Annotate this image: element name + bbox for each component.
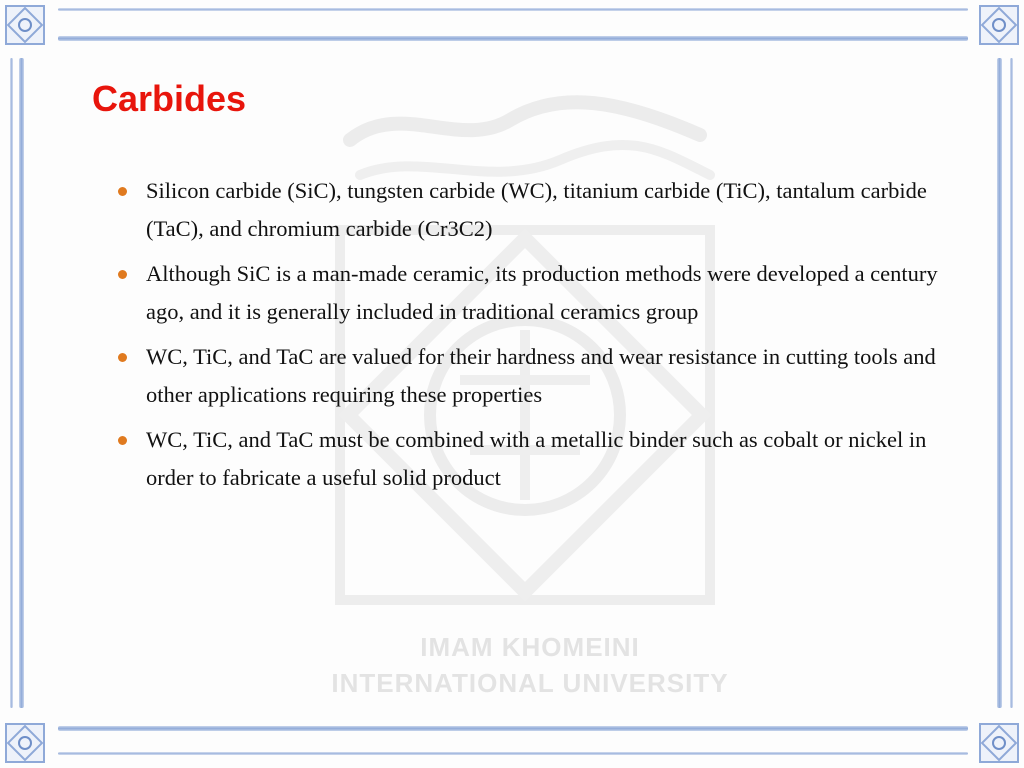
bullet-item	[118, 255, 938, 330]
bullet-text: WC, TiC, and TaC must be combined with a metallic binder such as cobalt or nickel in order to fabricate a useful solid product	[146, 427, 927, 490]
frame-right-bar-thin	[1010, 58, 1013, 708]
frame-right-bar-thick	[997, 58, 1002, 708]
corner-ornament-icon	[4, 722, 46, 764]
corner-ornament-icon	[4, 4, 46, 46]
frame-top-bar-thick	[58, 36, 968, 41]
frame-bottom-bar-thick	[58, 726, 968, 731]
bullet-dot-icon	[118, 270, 127, 279]
bullet-dot-icon	[118, 436, 127, 445]
bullet-text: WC, TiC, and TaC are valued for their hardness and wear resistance in cutting tools and other applications requiring these properties	[146, 344, 936, 407]
frame-bottom-bar-thin	[58, 752, 968, 755]
frame-top-bar-thin	[58, 8, 968, 11]
bullet-dot-icon	[118, 353, 127, 362]
watermark-line-1: IMAM KHOMEINI	[420, 632, 640, 662]
bullet-list	[118, 172, 938, 504]
frame-left-bar-thick	[19, 58, 24, 708]
frame-left-bar-thin	[10, 58, 13, 708]
bullet-text: Silicon carbide (SiC), tungsten carbide (WC), titanium carbide (TiC), tantalum carbide (TaC), and chromium carbide (Cr3C2)	[146, 178, 927, 241]
bullet-text: Although SiC is a man-made ceramic, its production methods were developed a century ago, and it is generally included in traditional ceramics group	[146, 261, 938, 324]
bullet-item	[118, 172, 938, 247]
corner-ornament-icon	[978, 722, 1020, 764]
bullet-item	[118, 421, 938, 496]
corner-ornament-icon	[978, 4, 1020, 46]
slide-title: Carbides	[92, 78, 247, 119]
bullet-item	[118, 338, 938, 413]
bullet-dot-icon	[118, 187, 127, 196]
watermark-line-2: INTERNATIONAL UNIVERSITY	[331, 668, 729, 698]
